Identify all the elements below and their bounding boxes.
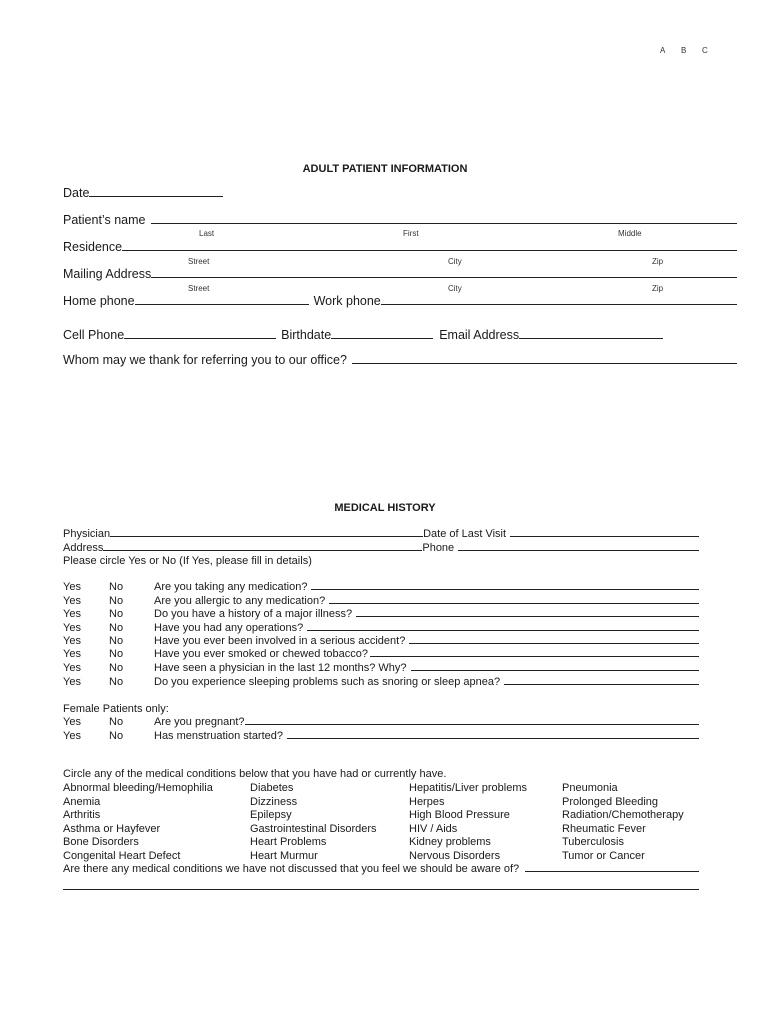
patient-name-row [63, 213, 737, 227]
patient-info-title: ADULT PATIENT INFORMATION [302, 163, 468, 175]
question-row [63, 635, 699, 647]
condition-item[interactable]: Kidney problems [409, 836, 491, 848]
email-label: Email Address [439, 328, 520, 342]
mh-address-row [63, 542, 699, 554]
female-question-row [63, 730, 699, 742]
conditions-column-3 [409, 782, 527, 863]
question-answer-field[interactable] [329, 602, 699, 604]
residence-sub-street: Street [188, 257, 210, 266]
condition-item[interactable]: Congenital Heart Defect [63, 849, 181, 862]
question-text: Do you experience sleeping problems such as snoring or sleep apnea? [154, 676, 501, 688]
no-option[interactable]: No [109, 662, 124, 674]
no-option[interactable]: No [109, 608, 124, 620]
conditions-intro: Circle any of the medical conditions below that you have had or currently have. [63, 768, 447, 780]
condition-item[interactable]: Diabetes [250, 782, 294, 794]
referral-row [63, 353, 737, 367]
yes-option[interactable]: Yes [63, 622, 81, 634]
question-row [63, 595, 699, 607]
residence-sub-city: City [448, 257, 462, 266]
conditions-column-4 [562, 782, 684, 863]
home-phone-label: Home phone [63, 294, 135, 308]
yes-option[interactable]: Yes [63, 716, 81, 728]
question-text: Has menstruation started? [154, 730, 284, 742]
question-row [63, 662, 699, 674]
last-visit-label: Date of Last Visit [423, 528, 507, 540]
no-option[interactable]: No [109, 648, 124, 660]
no-option[interactable]: No [109, 622, 124, 634]
condition-item[interactable]: Gastrointestinal Disorders [250, 822, 377, 835]
conditions-column-1 [63, 782, 213, 863]
question-answer-field[interactable] [307, 629, 699, 631]
mailing-sub-zip: Zip [652, 284, 664, 293]
conditions-column-2 [250, 782, 377, 863]
question-answer-field[interactable] [356, 615, 699, 617]
question-row [63, 622, 699, 634]
yes-option[interactable]: Yes [63, 662, 81, 674]
condition-item[interactable]: Pneumonia [562, 782, 618, 794]
no-option[interactable]: No [109, 635, 124, 647]
condition-item[interactable]: Tuberculosis [562, 836, 624, 848]
residence-row [63, 240, 737, 254]
condition-item[interactable]: Anemia [63, 795, 101, 808]
condition-item[interactable]: Dizziness [250, 795, 298, 808]
circle-instruction: Please circle Yes or No (If Yes, please fill in details) [63, 555, 312, 567]
yes-option[interactable]: Yes [63, 676, 81, 688]
other-conditions-field[interactable] [525, 870, 699, 872]
yes-option[interactable]: Yes [63, 581, 81, 593]
question-text: Have you had any operations? [154, 622, 304, 634]
question-answer-field[interactable] [409, 642, 699, 644]
condition-item[interactable]: Hepatitis/Liver problems [409, 782, 527, 794]
question-text: Have seen a physician in the last 12 months? Why? [154, 662, 407, 674]
cell-phone-label: Cell Phone [63, 328, 125, 342]
condition-item[interactable]: Radiation/Chemotherapy [562, 809, 684, 821]
date-field[interactable] [89, 195, 223, 197]
date-label: Date [63, 186, 90, 200]
mh-address-label: Address [63, 542, 104, 554]
question-answer-field[interactable] [504, 683, 699, 685]
no-option[interactable]: No [109, 595, 124, 607]
yes-option[interactable]: Yes [63, 635, 81, 647]
condition-item[interactable]: Arthritis [63, 809, 101, 821]
condition-item[interactable]: Tumor or Cancer [562, 849, 645, 862]
condition-item[interactable]: HIV / Aids [409, 822, 458, 835]
question-text: Are you taking any medication? [154, 581, 308, 593]
condition-item[interactable]: Heart Problems [250, 836, 327, 848]
question-answer-field[interactable] [370, 655, 699, 657]
no-option[interactable]: No [109, 730, 124, 742]
condition-item[interactable]: High Blood Pressure [409, 809, 510, 821]
question-row [63, 608, 699, 620]
question-answer-field[interactable] [245, 723, 699, 725]
question-text: Do you have a history of a major illness? [154, 608, 353, 620]
question-text: Are you pregnant? [154, 716, 245, 728]
work-phone-field[interactable] [381, 303, 737, 305]
work-phone-label: Work phone [313, 294, 381, 308]
mh-phone-field[interactable] [458, 549, 699, 551]
birthdate-label: Birthdate [281, 328, 332, 342]
medical-history-title: MEDICAL HISTORY [334, 502, 436, 514]
patient-name-label: Patient’s name [63, 213, 146, 227]
cell-phone-field[interactable] [124, 337, 276, 339]
birthdate-field[interactable] [331, 337, 433, 339]
question-answer-field[interactable] [311, 588, 699, 590]
other-conditions-label: Are there any medical conditions we have not discussed that you feel we should be aware of? [63, 863, 520, 875]
question-answer-field[interactable] [411, 669, 699, 671]
question-row [63, 648, 699, 660]
email-field[interactable] [519, 337, 663, 339]
no-option[interactable]: No [109, 716, 124, 728]
home-phone-field[interactable] [135, 303, 309, 305]
mailing-sub-street: Street [188, 284, 210, 293]
condition-item[interactable]: Heart Murmur [250, 849, 318, 862]
yes-option[interactable]: Yes [63, 648, 81, 660]
yes-option[interactable]: Yes [63, 595, 81, 607]
date-row [63, 186, 223, 200]
corner-mark-c: C [702, 46, 708, 55]
residence-label: Residence [63, 240, 123, 254]
name-sub-last: Last [199, 229, 215, 238]
female-patients-label: Female Patients only: [63, 703, 169, 715]
physician-row [63, 528, 699, 540]
question-row [63, 581, 699, 593]
yes-option[interactable]: Yes [63, 608, 81, 620]
residence-sub-zip: Zip [652, 257, 664, 266]
last-visit-field[interactable] [510, 535, 699, 537]
mailing-field[interactable] [151, 276, 737, 278]
other-conditions-row [63, 863, 699, 875]
phone-row [63, 294, 737, 308]
corner-mark-b: B [681, 46, 687, 55]
condition-item[interactable]: Epilepsy [250, 809, 292, 821]
mailing-row [63, 267, 737, 281]
mh-phone-label: Phone [422, 542, 455, 554]
female-question-row [63, 716, 699, 728]
physician-field[interactable] [110, 535, 423, 537]
condition-item[interactable]: Nervous Disorders [409, 849, 501, 862]
condition-item[interactable]: Abnormal bleeding/Hemophilia [63, 782, 213, 794]
question-text: Have you ever been involved in a serious accident? [154, 635, 406, 647]
physician-label: Physician [63, 528, 111, 540]
condition-item[interactable]: Prolonged Bleeding [562, 795, 659, 808]
patient-name-field[interactable] [151, 222, 737, 224]
condition-item[interactable]: Rheumatic Fever [562, 822, 646, 835]
question-text: Are you allergic to any medication? [154, 595, 326, 607]
cell-row [63, 328, 663, 342]
no-option[interactable]: No [109, 581, 124, 593]
condition-item[interactable]: Herpes [409, 795, 445, 808]
mh-address-field[interactable] [103, 549, 422, 551]
yes-option[interactable]: Yes [63, 730, 81, 742]
residence-field[interactable] [122, 249, 737, 251]
referral-field[interactable] [352, 362, 737, 364]
other-conditions-continuation-line[interactable] [63, 888, 699, 890]
mailing-sub-city: City [448, 284, 462, 293]
condition-item[interactable]: Bone Disorders [63, 836, 139, 848]
name-sub-middle: Middle [618, 229, 642, 238]
no-option[interactable]: No [109, 676, 124, 688]
referral-label: Whom may we thank for referring you to our office? [63, 353, 347, 367]
question-answer-field[interactable] [287, 737, 699, 739]
corner-mark-a: A [660, 46, 666, 55]
mailing-label: Mailing Address [63, 267, 152, 281]
name-sub-first: First [403, 229, 419, 238]
question-row [63, 676, 699, 688]
condition-item[interactable]: Asthma or Hayfever [63, 822, 161, 835]
question-text: Have you ever smoked or chewed tobacco? [154, 648, 369, 660]
